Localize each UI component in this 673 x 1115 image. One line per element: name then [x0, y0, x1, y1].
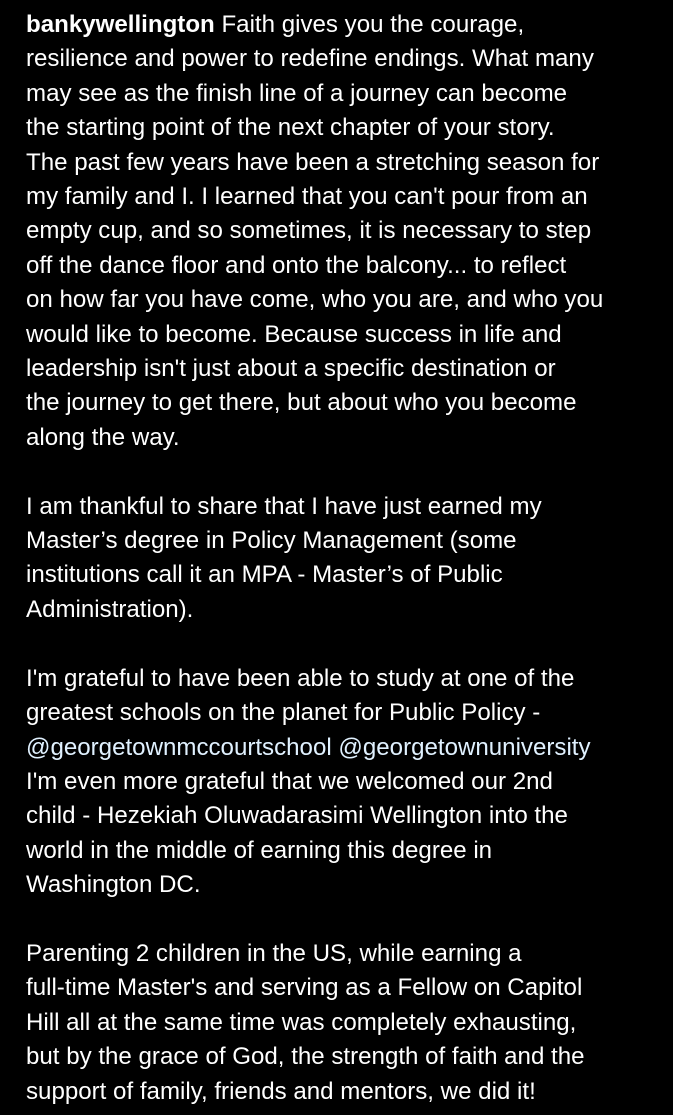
mentions-line: [26, 731, 652, 765]
caption-line: but by the grace of God, the strength of faith and the: [26, 1043, 585, 1071]
caption-line: [26, 8, 652, 42]
caption-line: The past few years have been a stretching season for: [26, 148, 600, 176]
post-caption: [26, 8, 652, 1109]
caption-line: empty cup, and so sometimes, it is necessary to step: [26, 217, 592, 245]
mention-link-georgetownuniversity[interactable]: @georgetownuniversity: [338, 733, 591, 761]
caption-line: support of family, friends and mentors, we did it!: [26, 1077, 536, 1105]
caption-line: I'm grateful to have been able to study at one of the: [26, 664, 575, 692]
caption-line: on how far you have come, who you are, and who you: [26, 286, 604, 314]
caption-paragraph-3: [26, 662, 652, 903]
caption-line: child - Hezekiah Oluwadarasimi Wellington into the: [26, 802, 568, 830]
caption-line: Hill all at the same time was completely exhausting,: [26, 1008, 577, 1036]
caption-line: Master’s degree in Policy Management (some: [26, 527, 517, 555]
caption-line: Parenting 2 children in the US, while earning a: [26, 939, 522, 967]
caption-line: my family and I. I learned that you can't pour from an: [26, 183, 588, 211]
caption-line: off the dance floor and onto the balcony... to reflect: [26, 251, 567, 279]
caption-paragraph-4: [26, 937, 652, 1109]
caption-line: along the way.: [26, 423, 180, 451]
caption-line: world in the middle of earning this degree in: [26, 836, 493, 864]
caption-line: Washington DC.: [26, 871, 201, 899]
caption-line: the starting point of the next chapter of your story.: [26, 114, 555, 142]
caption-line: would like to become. Because success in life and: [26, 320, 562, 348]
mention-link-georgetownmccourtschool[interactable]: @georgetownmccourtschool: [26, 733, 332, 761]
caption-paragraph-2: [26, 490, 652, 628]
paragraph-spacer: [26, 903, 652, 937]
caption-line: Administration).: [26, 595, 194, 623]
username-link[interactable]: bankywellington: [26, 11, 215, 38]
paragraph-spacer: [26, 455, 652, 489]
caption-line: greatest schools on the planet for Public Policy -: [26, 699, 541, 727]
caption-line: I am thankful to share that I have just earned my: [26, 492, 542, 520]
caption-text: Faith gives you the courage,: [214, 11, 525, 38]
paragraph-spacer: [26, 627, 652, 661]
caption-line: may see as the finish line of a journey can become: [26, 79, 568, 107]
caption-line: resilience and power to redefine endings. What many: [26, 45, 594, 73]
caption-line: institutions call it an MPA - Master’s of Public: [26, 561, 503, 589]
caption-line: leadership isn't just about a specific destination or: [26, 355, 556, 383]
caption-line: full-time Master's and serving as a Fellow on Capitol: [26, 974, 583, 1002]
caption-line: the journey to get there, but about who you become: [26, 389, 577, 417]
caption-paragraph-1: [26, 8, 652, 455]
caption-line: I'm even more grateful that we welcomed our 2nd: [26, 767, 553, 795]
